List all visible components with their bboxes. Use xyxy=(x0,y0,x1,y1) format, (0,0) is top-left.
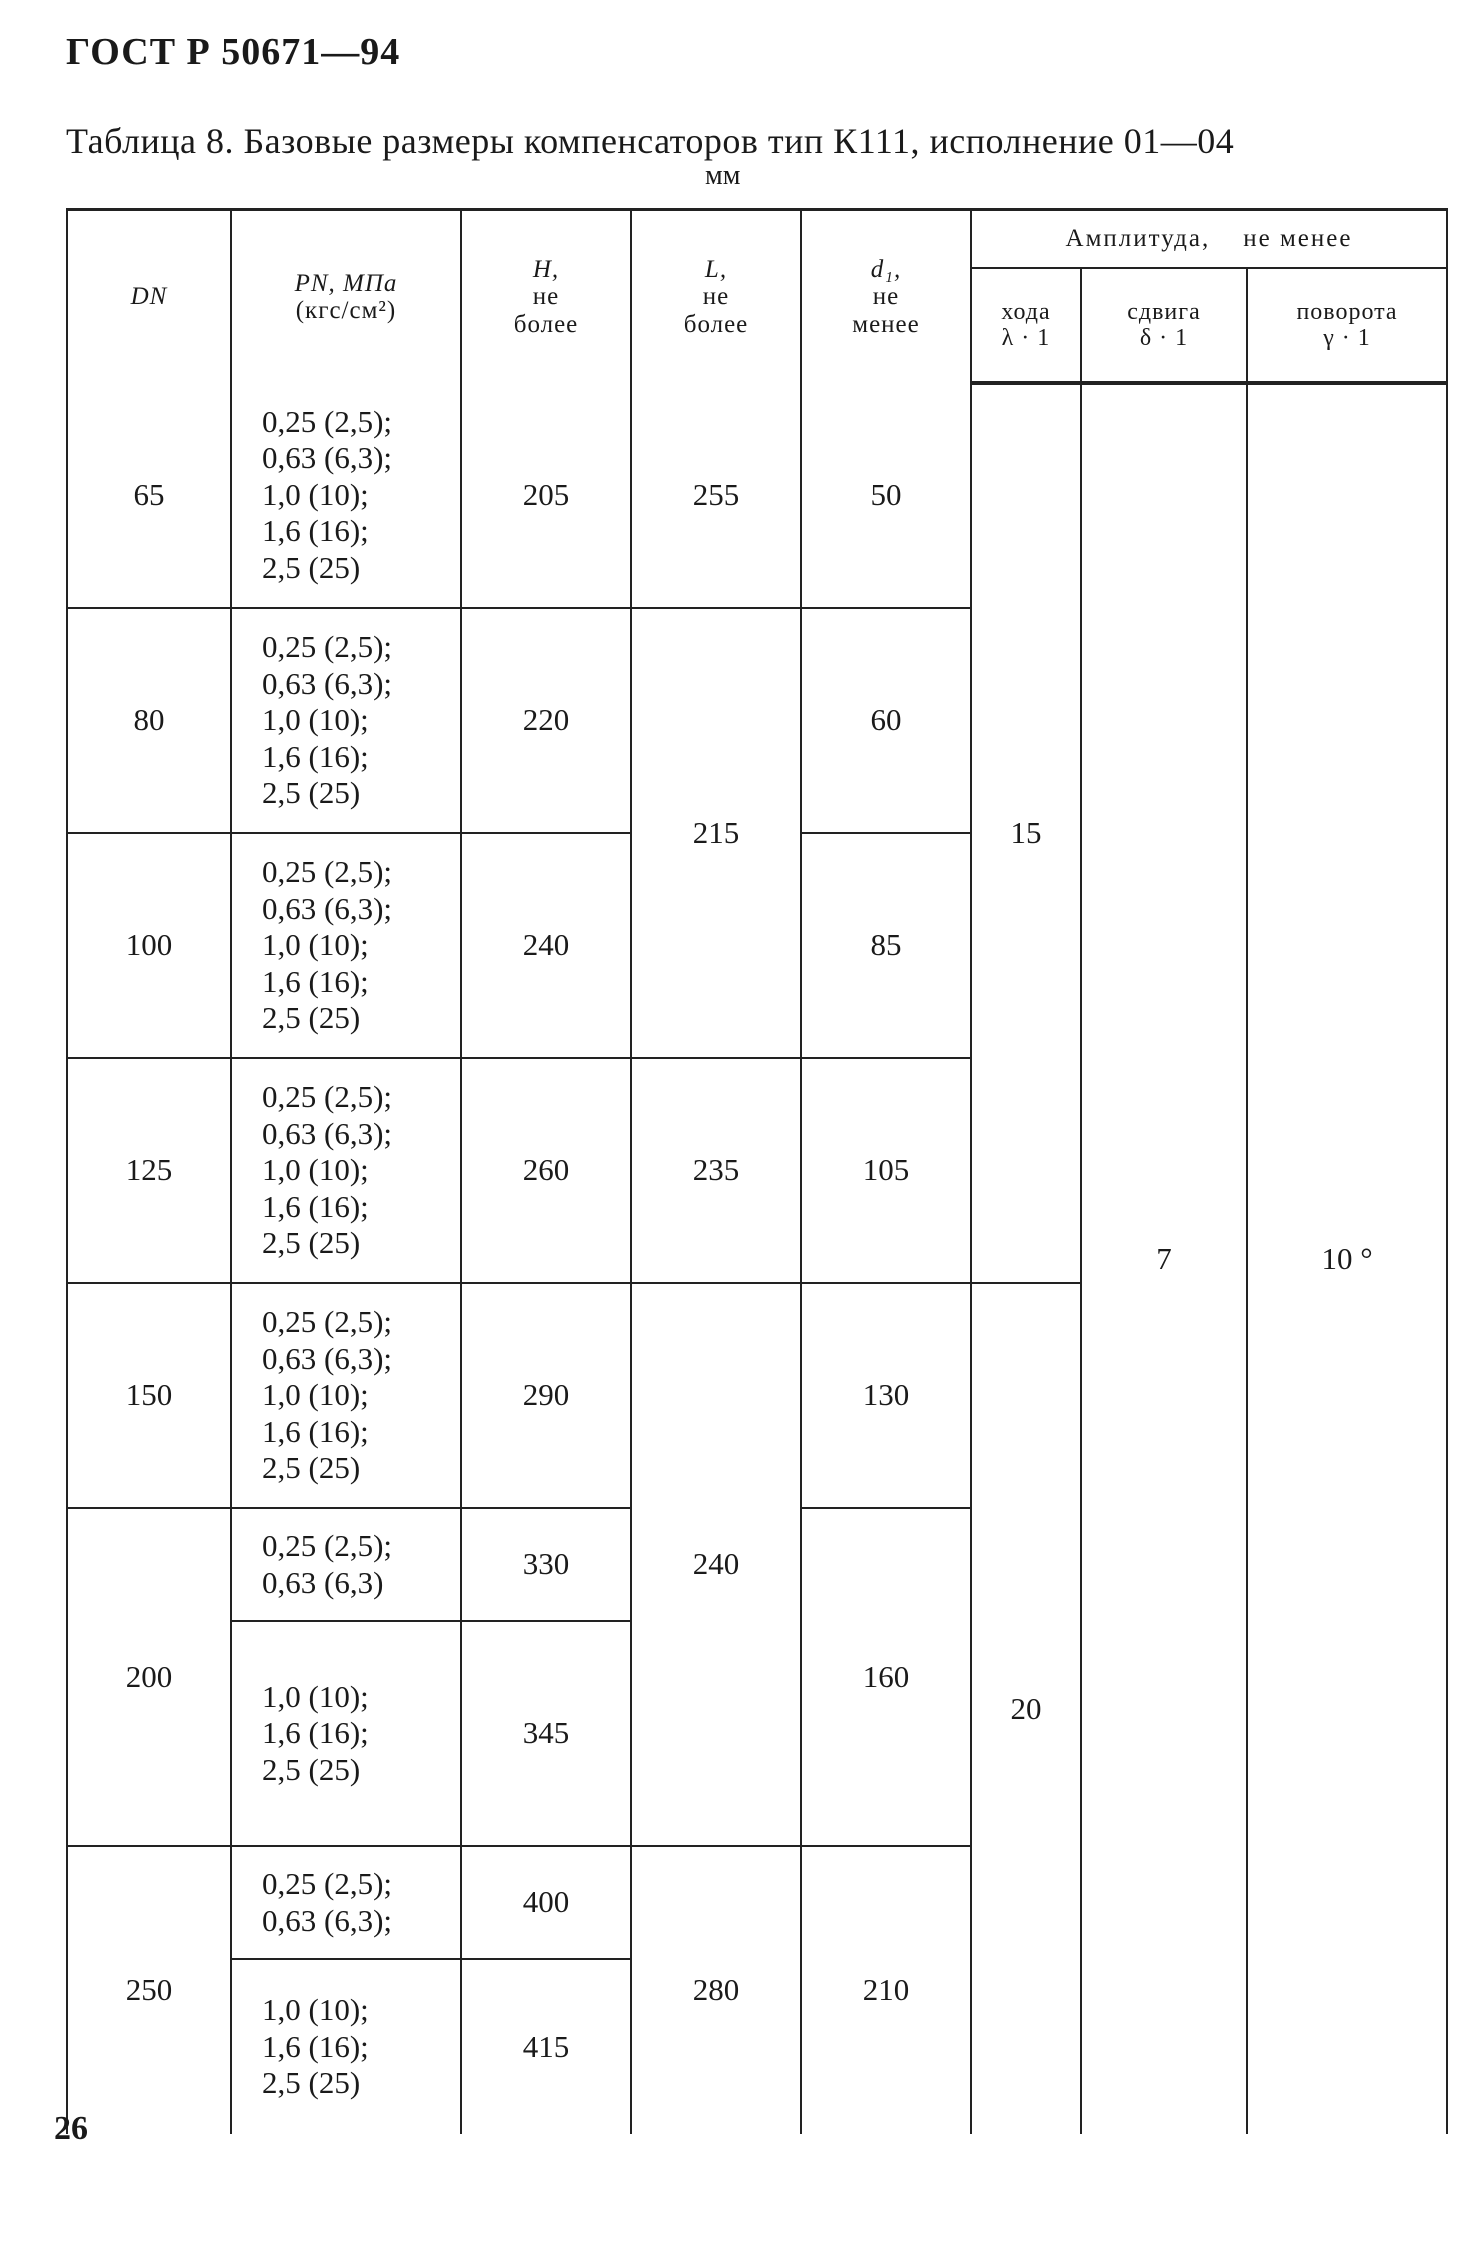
col-header-h: H, не более xyxy=(461,210,631,384)
dn-cell: 250 xyxy=(67,1846,231,2134)
pn-cell: 0,25 (2,5); 0,63 (6,3); 1,0 (10); 1,6 (16); 2,5 (25) xyxy=(231,608,461,833)
col-header-amplitude: Амплитуда, не менее xyxy=(971,210,1447,269)
col-header-turn: поворота γ · 1 xyxy=(1247,268,1447,383)
d1-cell: 85 xyxy=(801,833,971,1058)
dn-cell: 200 xyxy=(67,1508,231,1846)
dn-cell: 125 xyxy=(67,1058,231,1283)
h-cell: 220 xyxy=(461,608,631,833)
dn-cell: 150 xyxy=(67,1283,231,1508)
stroke-cell: 20 xyxy=(971,1283,1081,2134)
pn-cell: 1,0 (10); 1,6 (16); 2,5 (25) xyxy=(231,1959,461,2134)
d1-cell: 210 xyxy=(801,1846,971,2134)
page-number: 26 xyxy=(54,2110,88,2147)
l-cell: 240 xyxy=(631,1283,801,1846)
pn-cell: 0,25 (2,5); 0,63 (6,3) xyxy=(231,1508,461,1621)
col-header-l: L, не более xyxy=(631,210,801,384)
table-units: мм xyxy=(705,160,741,191)
stroke-cell: 15 xyxy=(971,383,1081,1283)
pn-cell: 0,25 (2,5); 0,63 (6,3); 1,0 (10); 1,6 (16); 2,5 (25) xyxy=(231,383,461,608)
pn-cell: 0,25 (2,5); 0,63 (6,3); xyxy=(231,1846,461,1959)
d1-cell: 50 xyxy=(801,383,971,608)
col-header-stroke: хода λ · 1 xyxy=(971,268,1081,383)
h-cell: 345 xyxy=(461,1621,631,1846)
pn-cell: 1,0 (10); 1,6 (16); 2,5 (25) xyxy=(231,1621,461,1846)
turn-cell: 10 ° xyxy=(1247,383,1447,2134)
h-cell: 260 xyxy=(461,1058,631,1283)
document-header: ГОСТ Р 50671—94 xyxy=(66,31,401,73)
l-cell: 235 xyxy=(631,1058,801,1283)
h-cell: 415 xyxy=(461,1959,631,2134)
col-header-shift: сдвига δ · 1 xyxy=(1081,268,1247,383)
pn-cell: 0,25 (2,5); 0,63 (6,3); 1,0 (10); 1,6 (16); 2,5 (25) xyxy=(231,1058,461,1283)
dn-cell: 100 xyxy=(67,833,231,1058)
d1-cell: 130 xyxy=(801,1283,971,1508)
l-cell: 215 xyxy=(631,608,801,1058)
pn-cell: 0,25 (2,5); 0,63 (6,3); 1,0 (10); 1,6 (16); 2,5 (25) xyxy=(231,833,461,1058)
d1-cell: 105 xyxy=(801,1058,971,1283)
table-caption: Таблица 8. Базовые размеры компенсаторов тип К111, исполнение 01—04 xyxy=(66,121,1235,161)
l-cell: 280 xyxy=(631,1846,801,2134)
pn-cell: 0,25 (2,5); 0,63 (6,3); 1,0 (10); 1,6 (16); 2,5 (25) xyxy=(231,1283,461,1508)
h-cell: 205 xyxy=(461,383,631,608)
dn-cell: 80 xyxy=(67,608,231,833)
h-cell: 330 xyxy=(461,1508,631,1621)
d1-cell: 60 xyxy=(801,608,971,833)
h-cell: 290 xyxy=(461,1283,631,1508)
l-cell: 255 xyxy=(631,383,801,608)
dn-cell: 65 xyxy=(67,383,231,608)
dimensions-table xyxy=(66,208,1448,2134)
shift-cell: 7 xyxy=(1081,383,1247,2134)
col-header-pn: PN, МПа (кгс/см²) xyxy=(231,210,461,384)
h-cell: 240 xyxy=(461,833,631,1058)
table-row xyxy=(67,383,1447,608)
h-cell: 400 xyxy=(461,1846,631,1959)
col-header-d1: d₁, не менее xyxy=(801,210,971,384)
d1-cell: 160 xyxy=(801,1508,971,1846)
col-header-dn: DN xyxy=(67,210,231,384)
